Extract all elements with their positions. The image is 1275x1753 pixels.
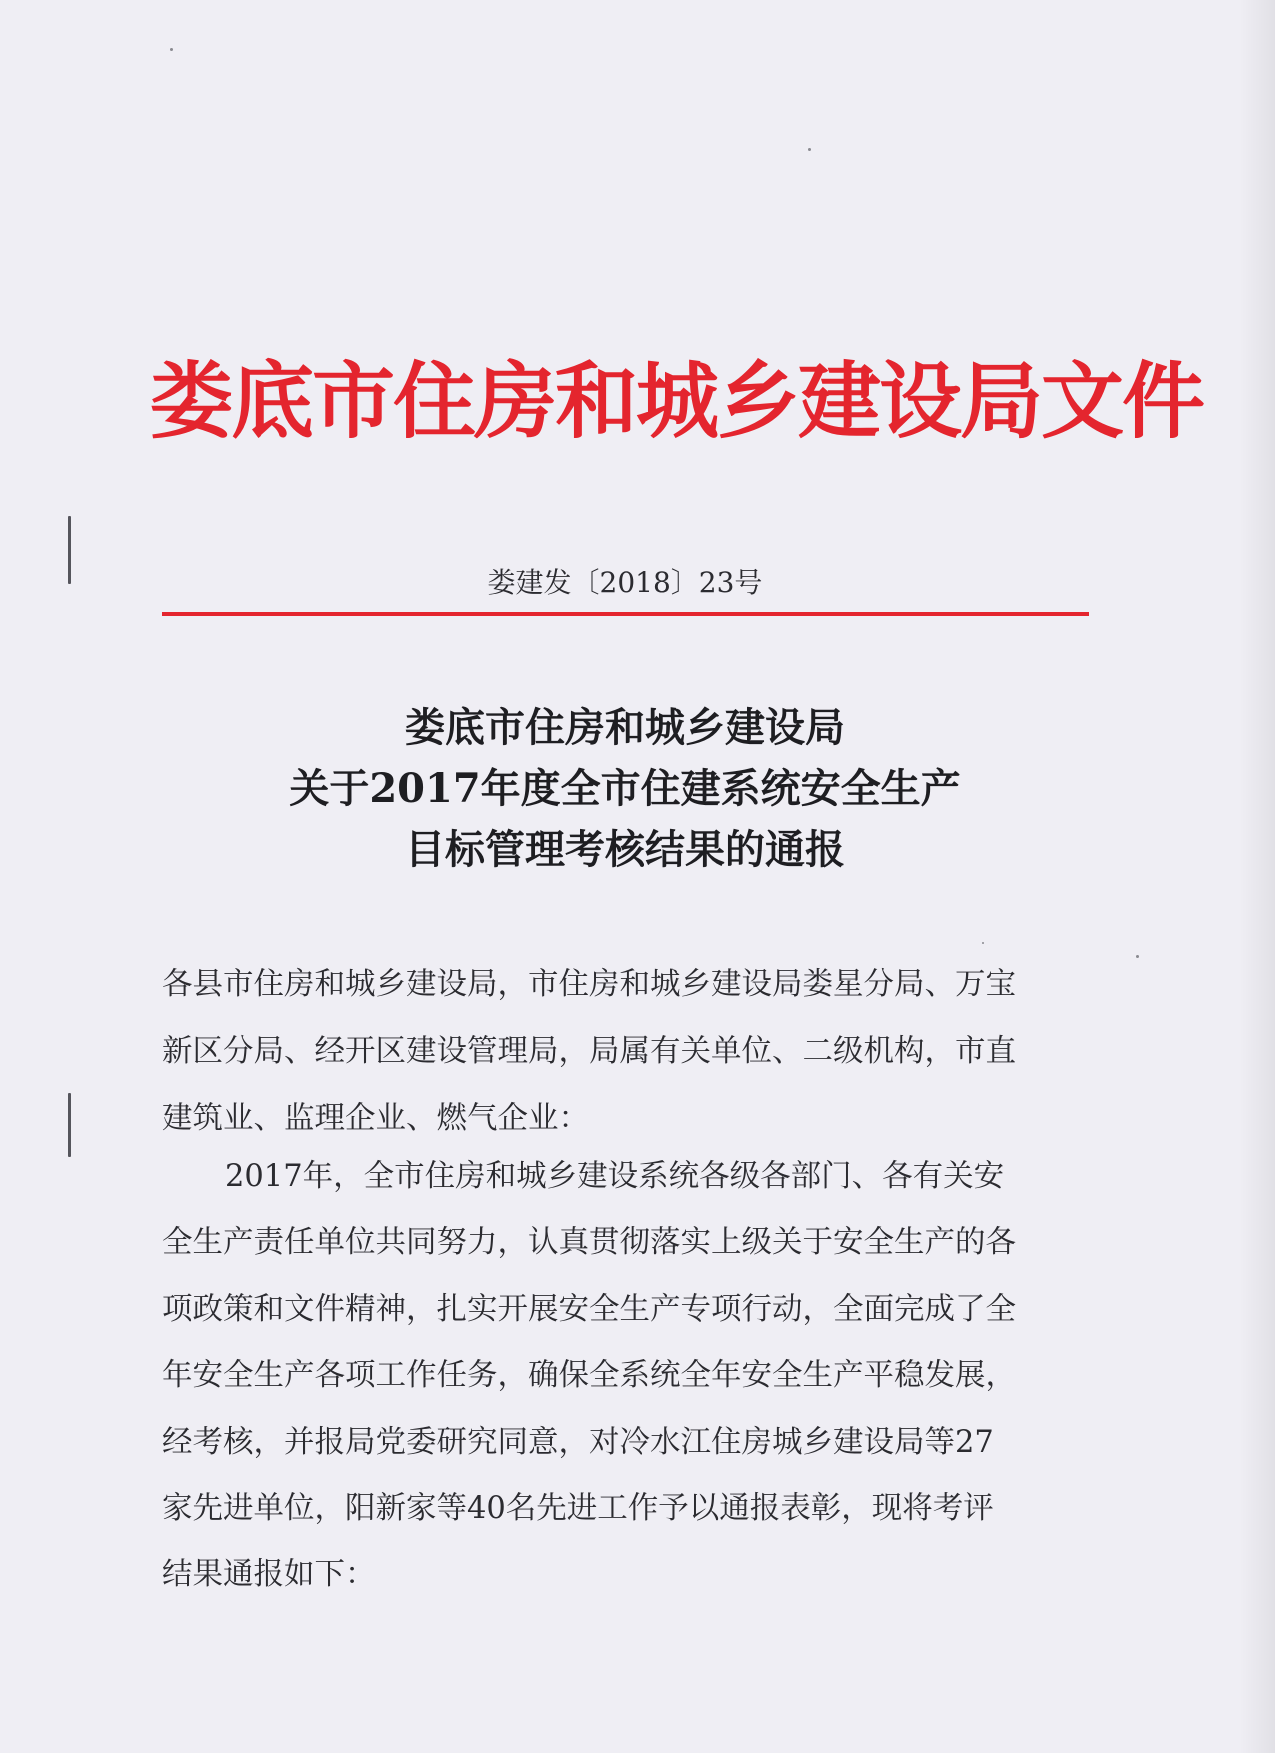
paper-speck xyxy=(170,48,173,51)
paper-speck xyxy=(982,942,984,944)
notice-title-line-3: 目标管理考核结果的通报 xyxy=(405,826,845,873)
notice-title-line-2: 关于2017年度全市住建系统安全生产 xyxy=(289,765,961,812)
notice-title-line-1: 娄底市住房和城乡建设局 xyxy=(405,704,845,751)
red-separator-line xyxy=(162,612,1089,616)
body-paragraph-line-6: 家先进单位，阳新家等40名先进工作予以通报表彰，现将考评 xyxy=(162,1491,994,1526)
staple-mark-bottom xyxy=(68,1093,71,1157)
addressee-line-1: 各县市住房和城乡建设局，市住房和城乡建设局娄星分局、万宝 xyxy=(162,967,1016,1002)
staple-mark-top xyxy=(68,516,71,584)
body-paragraph-line-1: 2017年，全市住房和城乡建设系统各级各部门、各有关安 xyxy=(225,1159,1005,1194)
body-paragraph-line-7: 结果通报如下： xyxy=(162,1557,376,1592)
paper-speck xyxy=(1136,955,1139,958)
body-paragraph-line-5: 经考核，并报局党委研究同意，对冷水江住房城乡建设局等27 xyxy=(162,1425,994,1460)
paper-speck xyxy=(808,148,811,151)
document-number: 娄建发〔2018〕23号 xyxy=(487,566,763,599)
body-paragraph-line-3: 项政策和文件精神，扎实开展安全生产专项行动，全面完成了全 xyxy=(162,1292,1016,1327)
page-edge-shadow xyxy=(1239,0,1275,1753)
body-paragraph-line-4: 年安全生产各项工作任务，确保全系统全年安全生产平稳发展， xyxy=(162,1358,1016,1393)
addressee-line-3: 建筑业、监理企业、燃气企业： xyxy=(162,1101,589,1136)
addressee-line-2: 新区分局、经开区建设管理局，局属有关单位、二级机构，市直 xyxy=(162,1034,1016,1069)
masthead-title: 娄底市住房和城乡建设局文件 xyxy=(150,353,1203,450)
body-paragraph-line-2: 全生产责任单位共同努力，认真贯彻落实上级关于安全生产的各 xyxy=(162,1225,1016,1260)
